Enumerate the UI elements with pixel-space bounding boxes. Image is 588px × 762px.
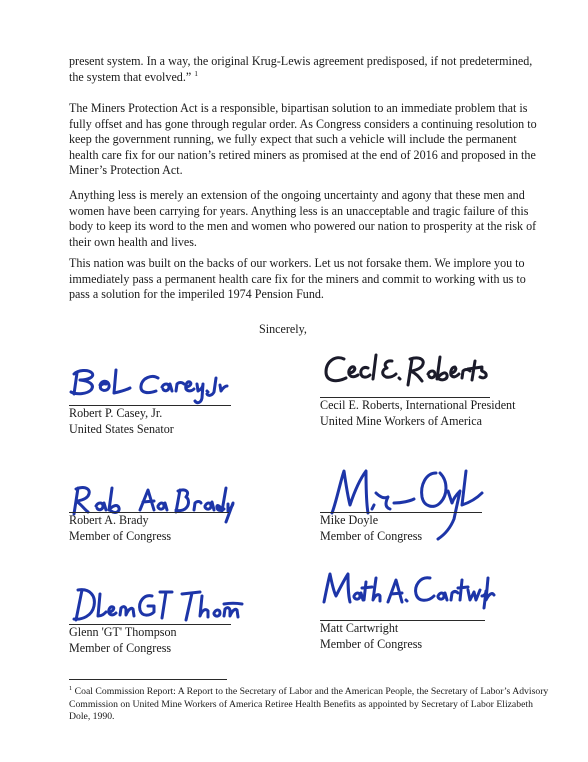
footnote-text: Coal Commission Report: A Report to the Secretary of Labor and the American People, the Secretary of Labor’s Advisory Commission on United Mine Workers of America Retiree Health Benefits as appointed by Secretary of Labor Elizabeth Dole, 1990. [69, 686, 549, 723]
signatory-name: Cecil E. Roberts, International President [320, 398, 516, 412]
signatory-name: Matt Cartwright [320, 621, 399, 635]
footnote-divider [69, 679, 227, 680]
closing-salutation: Sincerely, [259, 322, 307, 336]
paragraph-2: The Miners Protection Act is a responsible, bipartisan solution to an immediate problem that is fully offset and has gone through regular order. As Congress considers a continuing resolution to keep the government running, we fully expect that such a vehicle will include the permanent health care fix for our nation’s retired miners as promised at the end of 2016 and proposed in the Miner’s Protection Act. [69, 101, 537, 178]
signatory-title: United Mine Workers of America [320, 413, 483, 428]
footnote [69, 686, 553, 724]
signature-block-cartwright [320, 620, 520, 652]
signature-block-casey [69, 405, 269, 437]
signatory-title: Member of Congress [320, 636, 423, 651]
signatory-title: Member of Congress [69, 528, 172, 543]
signature-roberts [322, 347, 492, 397]
paragraph-1 [69, 54, 547, 85]
signature-casey [66, 360, 231, 410]
signatory-name: Robert A. Brady [69, 513, 149, 527]
signature-block-roberts [320, 397, 520, 429]
signature-cartwright [318, 566, 498, 616]
signatory-title: Member of Congress [69, 640, 172, 655]
signatory-title: Member of Congress [320, 528, 423, 543]
signature-block-brady [69, 512, 269, 544]
paragraph-1-text: present system. In a way, the original Krug-Lewis agreement predisposed, if not predetermined, the system that evolved.” [69, 54, 533, 84]
footnote-reference: 1 [194, 68, 199, 78]
signatory-name: Glenn 'GT' Thompson [69, 625, 177, 639]
paragraph-3: Anything less is merely an extension of the ongoing uncertainty and agony that these men and women have been carrying for years. Anything less is an unacceptable and tragic failure of this body to keep its word to the men and women who powered our nation to prosperity at the risk of their own health and lives. [69, 188, 537, 249]
footnote-marker: 1 [69, 684, 73, 692]
signatory-title: United States Senator [69, 421, 174, 436]
signatory-name: Mike Doyle [320, 513, 379, 527]
paragraph-4: This nation was built on the backs of our workers. Let us not forsake them. We implore you to immediately pass a permanent health care fix for the miners and commit to working with us to pass a solution for the imperiled 1974 Pension Fund. [69, 256, 526, 302]
signatory-name: Robert P. Casey, Jr. [69, 406, 163, 420]
signature-block-doyle [320, 512, 520, 544]
signature-block-thompson [69, 624, 269, 656]
